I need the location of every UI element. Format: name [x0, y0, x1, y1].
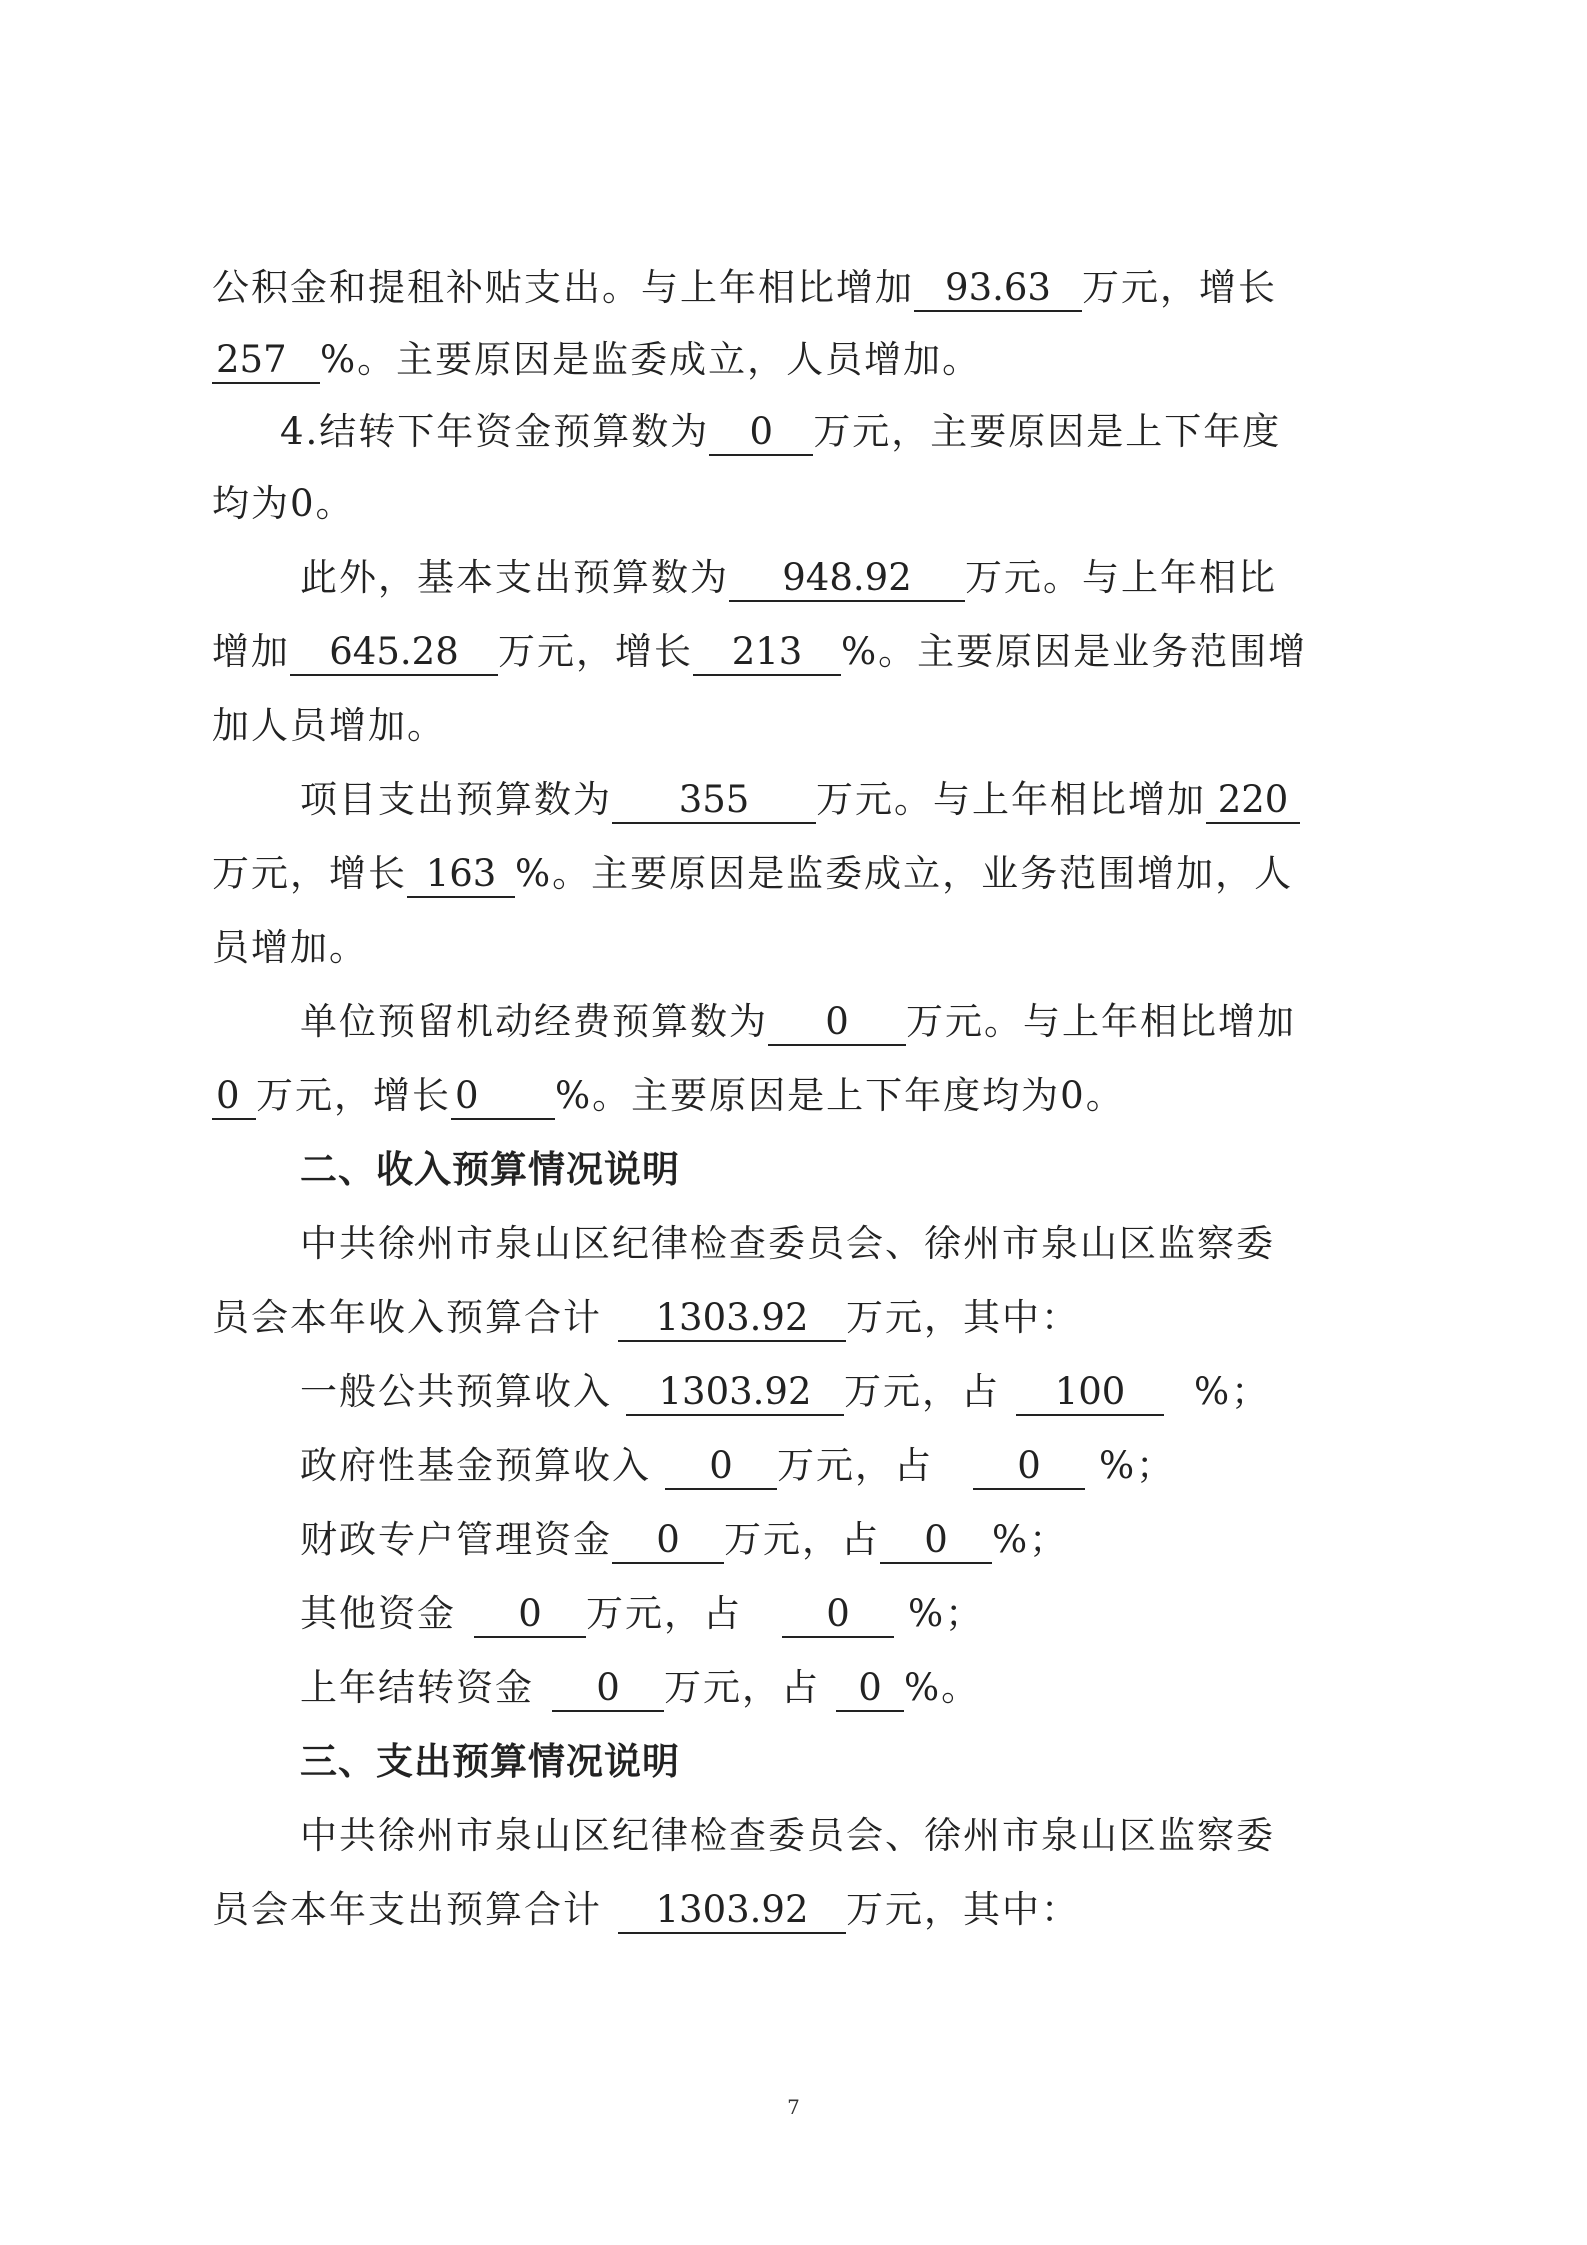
filled-value: 0 — [612, 1518, 724, 1564]
filled-value: 0 — [973, 1444, 1085, 1490]
paragraph-line — [300, 992, 1382, 1052]
text-segment: 上年结转资金 — [300, 1666, 534, 1709]
paragraph-line — [212, 258, 1382, 318]
filled-value: 257 — [212, 338, 320, 384]
text-segment: 公积金和提租补贴支出。与上年相比增加 — [212, 266, 914, 309]
filled-value: 220 — [1206, 778, 1300, 824]
paragraph-line — [212, 622, 1382, 682]
text-segment: 项目支出预算数为 — [300, 778, 612, 821]
paragraph-line — [300, 1510, 1382, 1570]
text-segment: %； — [1194, 1370, 1271, 1413]
page-number: 7 — [787, 2095, 800, 2119]
text-segment: 加人员增加。 — [212, 704, 446, 747]
text-segment: 万元，增长 — [1082, 266, 1277, 309]
text-segment: %。主要原因是监委成立，人员增加。 — [320, 338, 982, 381]
text-segment: 员会本年收入预算合计 — [212, 1296, 602, 1339]
filled-value: 0 — [768, 1000, 906, 1046]
text-segment: %。主要原因是业务范围增 — [841, 630, 1308, 673]
text-segment: %。主要原因是监委成立，业务范围增加，人 — [515, 852, 1294, 895]
text-segment: 均为0。 — [212, 482, 355, 525]
paragraph-line — [212, 1066, 1382, 1126]
filled-value: 948.92 — [729, 556, 965, 602]
filled-value: 0 — [880, 1518, 992, 1564]
text-segment: 万元，增长 — [212, 852, 407, 895]
text-segment: 万元。与上年相比 — [965, 556, 1277, 599]
text-segment: 万元，占 — [844, 1370, 1000, 1413]
filled-value: 1303.92 — [626, 1370, 844, 1416]
paragraph-line — [212, 844, 1382, 904]
text-segment: %。主要原因是上下年度均为0。 — [555, 1074, 1125, 1117]
text-segment: 4.结转下年资金预算数为 — [280, 410, 710, 453]
paragraph-line — [300, 1584, 1382, 1644]
filled-value: 93.63 — [914, 266, 1082, 312]
filled-value: 645.28 — [290, 630, 498, 676]
paragraph-line — [212, 474, 1382, 534]
text-segment: 员增加。 — [212, 926, 368, 969]
text-segment: 万元，其中： — [846, 1888, 1080, 1931]
filled-value: 163 — [407, 852, 515, 898]
filled-value: 0 — [474, 1592, 586, 1638]
filled-value: 0 — [212, 1074, 256, 1120]
text-segment: %。 — [904, 1666, 981, 1709]
filled-value: 0 — [709, 410, 813, 456]
paragraph-line — [212, 1288, 1382, 1348]
text-segment: 中共徐州市泉山区纪律检查委员会、徐州市泉山区监察委 — [300, 1222, 1275, 1265]
filled-value: 1303.92 — [618, 1296, 846, 1342]
text-segment: 万元，占 — [724, 1518, 880, 1561]
heading-text: 二、收入预算情况说明 — [300, 1148, 680, 1191]
text-segment: 万元，增长 — [256, 1074, 451, 1117]
text-segment: 万元。与上年相比增加 — [816, 778, 1206, 821]
text-segment: 中共徐州市泉山区纪律检查委员会、徐州市泉山区监察委 — [300, 1814, 1275, 1857]
text-segment: 政府性基金预算收入 — [300, 1444, 651, 1487]
text-segment: 万元，占 — [586, 1592, 742, 1635]
text-segment: %； — [1099, 1444, 1176, 1487]
filled-value: 1303.92 — [618, 1888, 846, 1934]
filled-value: 0 — [552, 1666, 664, 1712]
section-heading-income — [300, 1140, 1470, 1200]
paragraph-line — [212, 918, 1382, 978]
text-segment: 万元，占 — [777, 1444, 933, 1487]
text-segment: %； — [992, 1518, 1069, 1561]
paragraph-line — [212, 1880, 1382, 1940]
text-segment: 万元，增长 — [498, 630, 693, 673]
text-segment: 其他资金 — [300, 1592, 456, 1635]
paragraph-line — [300, 1658, 1382, 1718]
text-segment: 万元，占 — [664, 1666, 820, 1709]
paragraph-line — [212, 696, 1382, 756]
filled-value: 0 — [451, 1074, 555, 1120]
text-segment: 万元，主要原因是上下年度 — [813, 410, 1282, 453]
filled-value: 213 — [693, 630, 841, 676]
filled-value: 0 — [665, 1444, 777, 1490]
text-segment: %； — [908, 1592, 985, 1635]
text-segment: 单位预留机动经费预算数为 — [300, 1000, 768, 1043]
filled-value: 0 — [836, 1666, 904, 1712]
paragraph-line — [280, 402, 1450, 462]
paragraph-line — [300, 548, 1382, 608]
paragraph-line — [300, 1436, 1382, 1496]
text-segment: 员会本年支出预算合计 — [212, 1888, 602, 1931]
text-segment: 财政专户管理资金 — [300, 1518, 612, 1561]
paragraph-line — [300, 1214, 1382, 1274]
text-segment: 万元。与上年相比增加 — [906, 1000, 1296, 1043]
paragraph-line — [300, 1806, 1382, 1866]
section-heading-expenditure — [300, 1732, 1470, 1792]
text-segment: 万元，其中： — [846, 1296, 1080, 1339]
text-segment: 一般公共预算收入 — [300, 1370, 612, 1413]
heading-text: 三、支出预算情况说明 — [300, 1740, 680, 1783]
paragraph-line — [300, 770, 1382, 830]
filled-value: 0 — [782, 1592, 894, 1638]
paragraph-line — [300, 1362, 1382, 1422]
filled-value: 355 — [612, 778, 816, 824]
text-segment: 增加 — [212, 630, 290, 673]
text-segment: 此外，基本支出预算数为 — [300, 556, 729, 599]
filled-value: 100 — [1016, 1370, 1164, 1416]
paragraph-line — [212, 330, 1382, 390]
